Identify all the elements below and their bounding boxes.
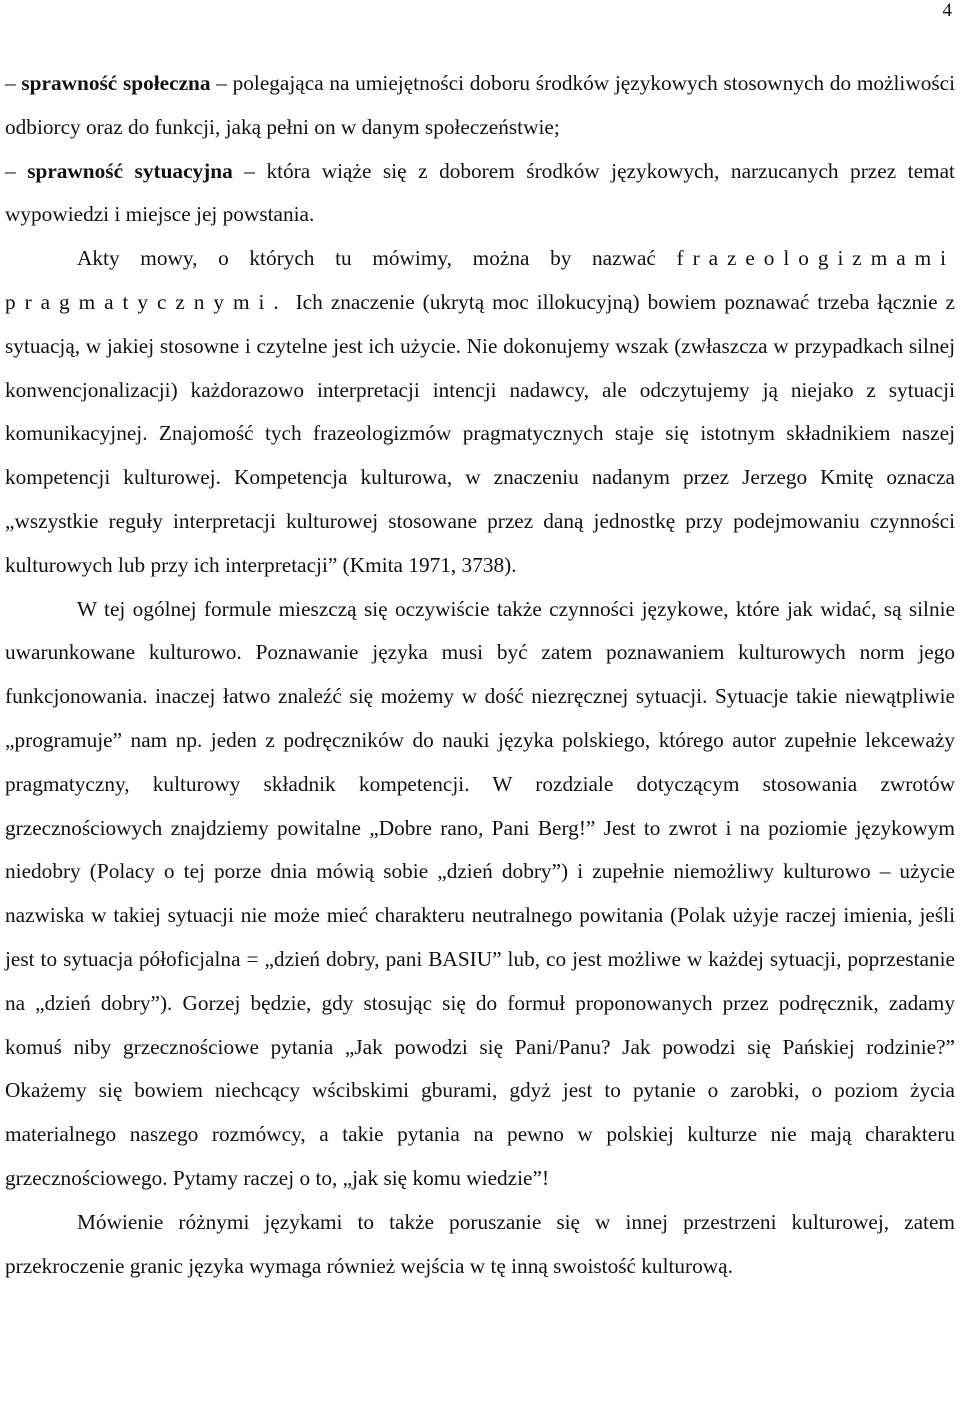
page-number: 4 (942, 0, 952, 21)
list-dash: – (5, 158, 16, 183)
paragraph-frazeologizmy (5, 237, 955, 587)
spaced-term-frazeologizmami: frazeologizmami (676, 246, 955, 271)
paragraph-formula: W tej ogólnej formule mieszczą się oczywiście także czynności językowe, które jak widać, są silnie uwarunkowane kulturowo. Poznawanie języka musi być zatem poznawaniem kulturowych norm jego funkcjonowania. inaczej łatwo znaleźć się możemy w dość niezręcznej sytuacji. Sytuacje takie niewątpliwie „programuje” nam np. jeden z podręczników do nauki języka polskiego, którego autor zupełnie lekceważy pragmatyczny, kulturowy składnik kompetencji. W rozdziale dotyczącym stosowania zwrotów grzecznościowych znajdziemy powitalne „Dobre rano, Pani Berg!” Jest to zwrot i na poziomie językowym niedobry (Polacy o tej porze dnia mówią sobie „dzień dobry”) i zupełnie niemożliwy kulturowo – użycie nazwiska w takiej sytuacji nie może mieć charakteru neutralnego powitania (Polak użyje raczej imienia, jeśli jest to sytuacja półoficjalna = „dzień dobry, pani BASIU” lub, co jest możliwe w każdej sytuacji, poprzestanie na „dzień dobry”). Gorzej będzie, gdy stosując się do formuł proponowanych przez podręcznik, zadamy komuś niby grzecznościowe pytania „Jak powodzi się Pani/Panu? Jak powodzi się Pańskiej rodzinie?” Okażemy się bowiem niechcący wścibskimi gburami, gdyż jest to pytanie o zarobki, o poziom życia materialnego naszego rozmówcy, a takie pytania na pewno w polskiej kulturze nie mają charakteru grzecznościowego. Pytamy raczej o to, „jak się komu wiedzie”! (5, 596, 955, 1190)
list-item-text: – która wiąże się z doborem środków językowych, narzucanych przez temat wypowiedzi i miejsce jej powstania. (5, 158, 955, 227)
list-dash: – (5, 71, 16, 95)
list-item-social-competence (5, 62, 955, 150)
term-social-competence: sprawność społeczna (21, 71, 211, 95)
list-item-text: – polegająca na umiejętności doboru środków językowych stosownych do możliwości odbiorcy oraz do funkcji, jaką pełni on w danym społeczeństwie; (5, 71, 956, 139)
paragraph-lead: Akty mowy, o których tu mówimy, można by nazwać (77, 246, 677, 271)
page-body (5, 62, 955, 1288)
paragraph-closing: Mówienie różnymi językami to także poruszanie się w innej przestrzeni kulturowej, zatem przekroczenie granic języka wymaga również wejścia w tę inną swoistość kulturową. (5, 1209, 955, 1278)
paragraph-rest: Ich znaczenie (ukrytą moc illokucyjną) bowiem poznawać trzeba łącznie z sytuacją, w jakiej stosowne i czytelne jest ich użycie. Nie dokonujemy wszak (zwłaszcza w przypadkach silnej konwencjonalizacji) każdorazowo interpretacji intencji nadawcy, ale odczytujemy ją niejako z sytuacji komunikacyjnej. Znajomość tych frazeologizmów pragmatycznych staje się istotnym składnikiem naszej kompetencji kulturowej. Kompetencja kulturowa, w znaczeniu nadanym przez Jerzego Kmitę oznacza „wszystkie reguły interpretacji kulturowej stosowane przez daną jednostkę przy podejmowaniu czynności kulturowych lub przy ich interpretacji” (Kmita 1971, 3738). (5, 289, 955, 577)
term-situational-competence: sprawność sytuacyjna (27, 158, 233, 183)
list-item-situational-competence (5, 150, 955, 238)
spaced-term-pragmatycznymi: pragmatycznymi. (5, 289, 288, 314)
